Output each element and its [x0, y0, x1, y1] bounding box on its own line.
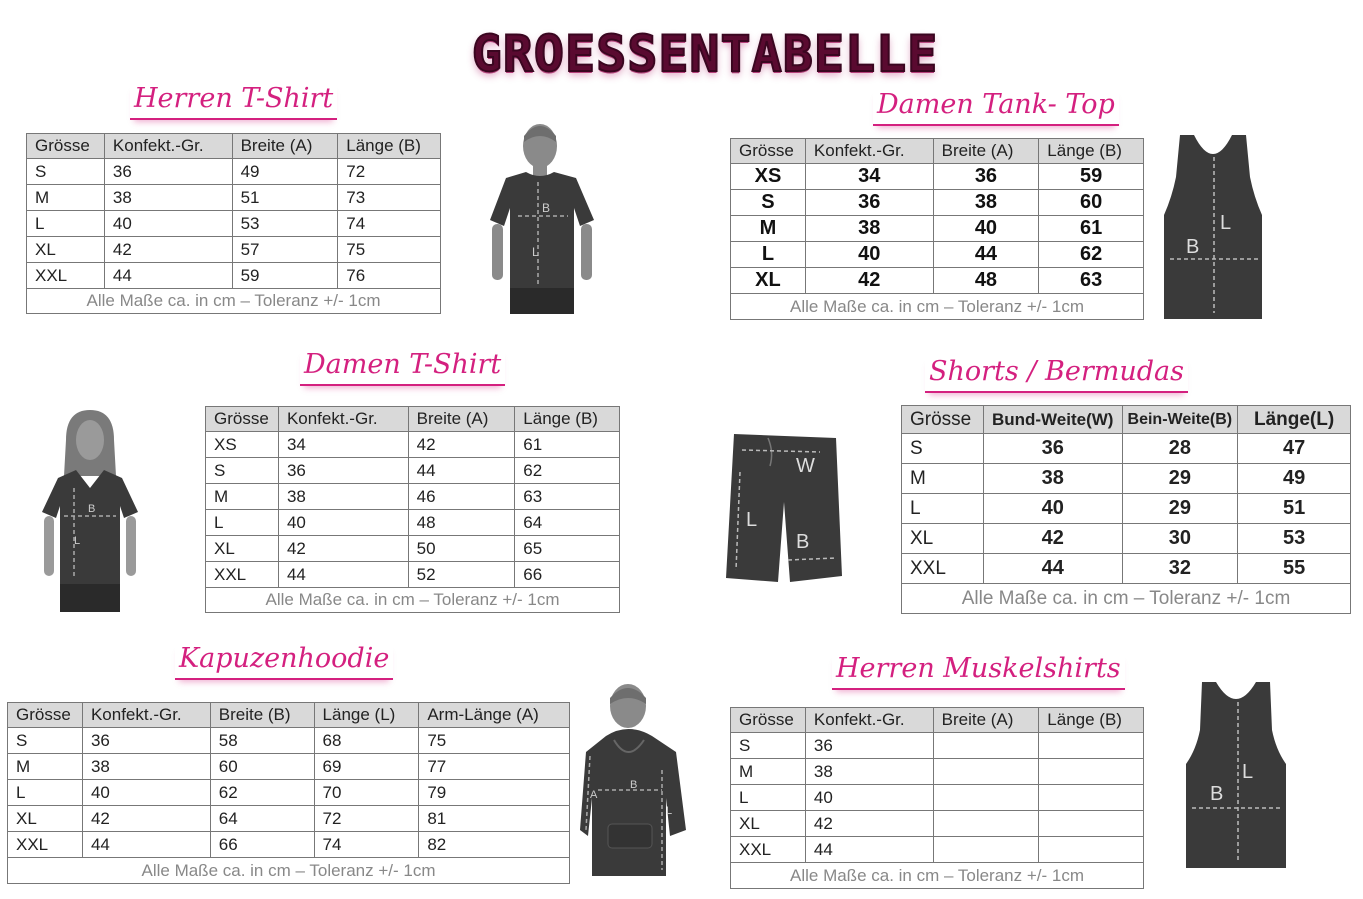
header-cell: Breite (A)	[933, 708, 1039, 733]
table-row	[731, 268, 1144, 294]
table-cell: 40	[82, 780, 210, 806]
muskelshirts-table	[730, 707, 1144, 889]
tolerance-note: Alle Maße ca. in cm – Toleranz +/- 1cm	[731, 863, 1144, 889]
tolerance-note: Alle Maße ca. in cm – Toleranz +/- 1cm	[731, 294, 1144, 320]
table-cell: M	[731, 759, 806, 785]
table-cell: L	[731, 242, 806, 268]
table-cell: 58	[210, 728, 314, 754]
table-cell: 48	[408, 510, 515, 536]
table-header-row	[206, 407, 620, 432]
table-cell: 72	[314, 806, 419, 832]
header-cell: Konfekt.-Gr.	[805, 708, 933, 733]
table-cell: 66	[515, 562, 620, 588]
table-cell: M	[8, 754, 83, 780]
table-cell: 59	[1039, 164, 1144, 190]
table-cell: 40	[805, 242, 933, 268]
damen-tank-table	[730, 138, 1144, 320]
table-cell: XL	[731, 268, 806, 294]
woman-tshirt-figure	[40, 410, 144, 614]
table-cell: L	[8, 780, 83, 806]
table-cell: 51	[1238, 494, 1351, 524]
header-cell: Bund-Weite(W)	[983, 406, 1122, 434]
hoodie-figure	[578, 680, 692, 878]
header-cell: Grösse	[27, 134, 105, 159]
table-header-row	[731, 708, 1144, 733]
hoodie-title: Kapuzenhoodie	[175, 642, 393, 680]
table-row	[27, 185, 441, 211]
table-cell: 40	[805, 785, 933, 811]
table-row	[206, 484, 620, 510]
table-cell: 44	[104, 263, 232, 289]
table-cell: 49	[1238, 464, 1351, 494]
table-cell: 66	[210, 832, 314, 858]
table-cell: 49	[232, 159, 338, 185]
table-cell: 34	[278, 432, 408, 458]
table-cell: 44	[983, 554, 1122, 584]
table-row	[27, 159, 441, 185]
table-cell: 64	[515, 510, 620, 536]
table-cell: 34	[805, 164, 933, 190]
table-note-row	[8, 858, 570, 884]
table-cell: XL	[731, 811, 806, 837]
figure-label-b: B	[88, 503, 96, 515]
table-cell: 69	[314, 754, 419, 780]
table-cell: L	[27, 211, 105, 237]
table-cell: 40	[983, 494, 1122, 524]
table-cell: 74	[314, 832, 419, 858]
table-row	[731, 837, 1144, 863]
table-row	[731, 190, 1144, 216]
table-row	[731, 733, 1144, 759]
table-cell: 36	[805, 733, 933, 759]
figure-label-l: L	[1242, 761, 1254, 783]
figure-label-l: L	[666, 805, 673, 817]
table-cell	[933, 733, 1039, 759]
table-cell	[933, 759, 1039, 785]
table-cell: 29	[1122, 464, 1238, 494]
table-cell: M	[902, 464, 984, 494]
table-cell: 61	[515, 432, 620, 458]
table-cell: 44	[408, 458, 515, 484]
table-cell: 64	[210, 806, 314, 832]
table-note-row	[27, 289, 441, 314]
muskelshirts-title: Herren Muskelshirts	[832, 652, 1125, 690]
table-cell: XXL	[902, 554, 984, 584]
table-cell: 28	[1122, 434, 1238, 464]
table-header-row	[731, 139, 1144, 164]
table-cell: M	[731, 216, 806, 242]
table-cell: 40	[933, 216, 1039, 242]
tolerance-note: Alle Maße ca. in cm – Toleranz +/- 1cm	[27, 289, 441, 314]
table-cell: XXL	[8, 832, 83, 858]
table-cell: 63	[515, 484, 620, 510]
table-row	[731, 242, 1144, 268]
table-cell: 38	[805, 216, 933, 242]
table-row	[206, 458, 620, 484]
header-cell: Länge (L)	[314, 703, 419, 728]
table-row	[731, 216, 1144, 242]
table-cell: 38	[82, 754, 210, 780]
table-cell: 72	[338, 159, 441, 185]
table-cell: 76	[338, 263, 441, 289]
table-cell	[1039, 759, 1144, 785]
table-note-row	[731, 863, 1144, 889]
table-cell	[933, 811, 1039, 837]
table-cell: 40	[278, 510, 408, 536]
table-row	[902, 554, 1351, 584]
header-cell: Konfekt.-Gr.	[104, 134, 232, 159]
table-cell: 44	[805, 837, 933, 863]
shorts-table	[901, 405, 1351, 614]
herren-tshirt-title: Herren T-Shirt	[130, 82, 337, 120]
damen-tshirt-title: Damen T-Shirt	[300, 348, 505, 386]
table-cell: 38	[933, 190, 1039, 216]
table-note-row	[902, 584, 1351, 614]
figure-label-b: B	[1210, 783, 1224, 805]
table-cell: S	[8, 728, 83, 754]
table-cell: 48	[933, 268, 1039, 294]
table-cell: 51	[232, 185, 338, 211]
table-cell: 57	[232, 237, 338, 263]
table-row	[8, 806, 570, 832]
figure-label-b: B	[542, 201, 551, 215]
table-cell: 42	[408, 432, 515, 458]
tolerance-note: Alle Maße ca. in cm – Toleranz +/- 1cm	[8, 858, 570, 884]
header-cell: Arm-Länge (A)	[419, 703, 570, 728]
table-cell: 73	[338, 185, 441, 211]
figure-label-a: A	[590, 789, 598, 801]
table-cell: S	[27, 159, 105, 185]
table-header-row	[8, 703, 570, 728]
table-cell: 42	[805, 811, 933, 837]
table-cell	[1039, 785, 1144, 811]
hoodie-table	[7, 702, 570, 884]
table-row	[731, 811, 1144, 837]
table-cell: 36	[82, 728, 210, 754]
table-cell: 75	[419, 728, 570, 754]
table-cell: 38	[278, 484, 408, 510]
herren-tshirt-table	[26, 133, 441, 314]
table-row	[8, 780, 570, 806]
table-row	[27, 211, 441, 237]
women-tank-figure	[1158, 133, 1268, 321]
table-cell: 55	[1238, 554, 1351, 584]
table-cell: L	[731, 785, 806, 811]
muskelshirt-figure	[1182, 680, 1290, 870]
table-row	[27, 263, 441, 289]
table-row	[731, 164, 1144, 190]
figure-label-w: W	[796, 455, 815, 477]
header-cell: Breite (A)	[232, 134, 338, 159]
table-row	[8, 728, 570, 754]
table-header-row	[27, 134, 441, 159]
figure-label-l: L	[746, 509, 758, 531]
table-cell: 42	[278, 536, 408, 562]
table-row	[8, 754, 570, 780]
table-cell: S	[902, 434, 984, 464]
table-cell: 68	[314, 728, 419, 754]
header-cell: Konfekt.-Gr.	[805, 139, 933, 164]
table-cell: XL	[902, 524, 984, 554]
table-cell: 38	[104, 185, 232, 211]
table-cell: 32	[1122, 554, 1238, 584]
table-cell: 30	[1122, 524, 1238, 554]
header-cell: Länge (B)	[338, 134, 441, 159]
header-cell: Länge (B)	[1039, 708, 1144, 733]
table-cell: 36	[983, 434, 1122, 464]
man-tshirt-figure	[486, 116, 598, 316]
table-cell: 60	[210, 754, 314, 780]
table-cell: 75	[338, 237, 441, 263]
table-cell	[1039, 837, 1144, 863]
damen-tshirt-table	[205, 406, 620, 613]
header-cell: Bein-Weite(B)	[1122, 406, 1238, 434]
figure-label-l: L	[1220, 212, 1232, 234]
header-cell: Breite (A)	[933, 139, 1039, 164]
tolerance-note: Alle Maße ca. in cm – Toleranz +/- 1cm	[902, 584, 1351, 614]
table-cell: 81	[419, 806, 570, 832]
table-cell: 52	[408, 562, 515, 588]
table-cell: XL	[27, 237, 105, 263]
damen-tank-title: Damen Tank- Top	[873, 88, 1119, 126]
table-cell: 44	[278, 562, 408, 588]
header-cell: Breite (B)	[210, 703, 314, 728]
shorts-title: Shorts / Bermudas	[925, 355, 1188, 393]
table-note-row	[206, 588, 620, 613]
table-row	[902, 524, 1351, 554]
table-cell: XL	[206, 536, 279, 562]
header-cell: Grösse	[902, 406, 984, 434]
table-row	[731, 759, 1144, 785]
table-row	[902, 494, 1351, 524]
table-cell: 42	[805, 268, 933, 294]
table-cell	[933, 785, 1039, 811]
header-cell: Konfekt.-Gr.	[82, 703, 210, 728]
table-header-row	[902, 406, 1351, 434]
header-cell: Breite (A)	[408, 407, 515, 432]
table-cell: 36	[805, 190, 933, 216]
table-cell: 38	[805, 759, 933, 785]
header-cell: Grösse	[731, 708, 806, 733]
table-cell: 59	[232, 263, 338, 289]
figure-label-b: B	[796, 531, 810, 553]
table-cell: 61	[1039, 216, 1144, 242]
header-cell: Länge(L)	[1238, 406, 1351, 434]
table-row	[902, 464, 1351, 494]
table-cell: 53	[232, 211, 338, 237]
header-cell: Konfekt.-Gr.	[278, 407, 408, 432]
table-cell: 36	[278, 458, 408, 484]
table-cell: 60	[1039, 190, 1144, 216]
table-row	[8, 832, 570, 858]
table-note-row	[731, 294, 1144, 320]
table-cell: S	[206, 458, 279, 484]
header-cell: Grösse	[8, 703, 83, 728]
main-title: GROESSENTABELLE	[471, 25, 939, 83]
table-cell: 62	[515, 458, 620, 484]
table-cell: 79	[419, 780, 570, 806]
table-cell: M	[27, 185, 105, 211]
table-cell: S	[731, 733, 806, 759]
table-cell: 40	[104, 211, 232, 237]
table-cell: 63	[1039, 268, 1144, 294]
figure-label-l: L	[74, 535, 81, 547]
table-cell: XS	[206, 432, 279, 458]
table-cell: 38	[983, 464, 1122, 494]
table-cell: 46	[408, 484, 515, 510]
table-cell: XS	[731, 164, 806, 190]
header-cell: Grösse	[731, 139, 806, 164]
table-cell: 70	[314, 780, 419, 806]
table-cell: 42	[82, 806, 210, 832]
table-cell: 44	[933, 242, 1039, 268]
table-row	[902, 434, 1351, 464]
shorts-figure	[724, 432, 846, 584]
table-row	[731, 785, 1144, 811]
table-cell: 44	[82, 832, 210, 858]
table-cell: 36	[933, 164, 1039, 190]
table-cell: 47	[1238, 434, 1351, 464]
table-row	[206, 536, 620, 562]
table-cell: XXL	[27, 263, 105, 289]
table-row	[27, 237, 441, 263]
table-cell: M	[206, 484, 279, 510]
table-cell: 36	[104, 159, 232, 185]
header-cell: Länge (B)	[1039, 139, 1144, 164]
table-cell: S	[731, 190, 806, 216]
table-cell: 77	[419, 754, 570, 780]
table-cell: 42	[983, 524, 1122, 554]
figure-label-l: L	[532, 245, 539, 259]
table-cell: 82	[419, 832, 570, 858]
table-cell: 53	[1238, 524, 1351, 554]
table-cell	[1039, 811, 1144, 837]
tolerance-note: Alle Maße ca. in cm – Toleranz +/- 1cm	[206, 588, 620, 613]
table-cell: XXL	[206, 562, 279, 588]
table-row	[206, 432, 620, 458]
table-cell: 50	[408, 536, 515, 562]
table-cell	[1039, 733, 1144, 759]
table-cell: L	[206, 510, 279, 536]
table-cell: 74	[338, 211, 441, 237]
header-cell: Grösse	[206, 407, 279, 432]
table-cell: L	[902, 494, 984, 524]
figure-label-b: B	[630, 779, 638, 791]
table-cell: 29	[1122, 494, 1238, 524]
table-cell: 65	[515, 536, 620, 562]
table-cell: 62	[1039, 242, 1144, 268]
header-cell: Länge (B)	[515, 407, 620, 432]
table-cell: XL	[8, 806, 83, 832]
table-row	[206, 562, 620, 588]
table-row	[206, 510, 620, 536]
table-cell	[933, 837, 1039, 863]
figure-label-b: B	[1186, 236, 1200, 258]
table-cell: 42	[104, 237, 232, 263]
table-cell: XXL	[731, 837, 806, 863]
table-cell: 62	[210, 780, 314, 806]
